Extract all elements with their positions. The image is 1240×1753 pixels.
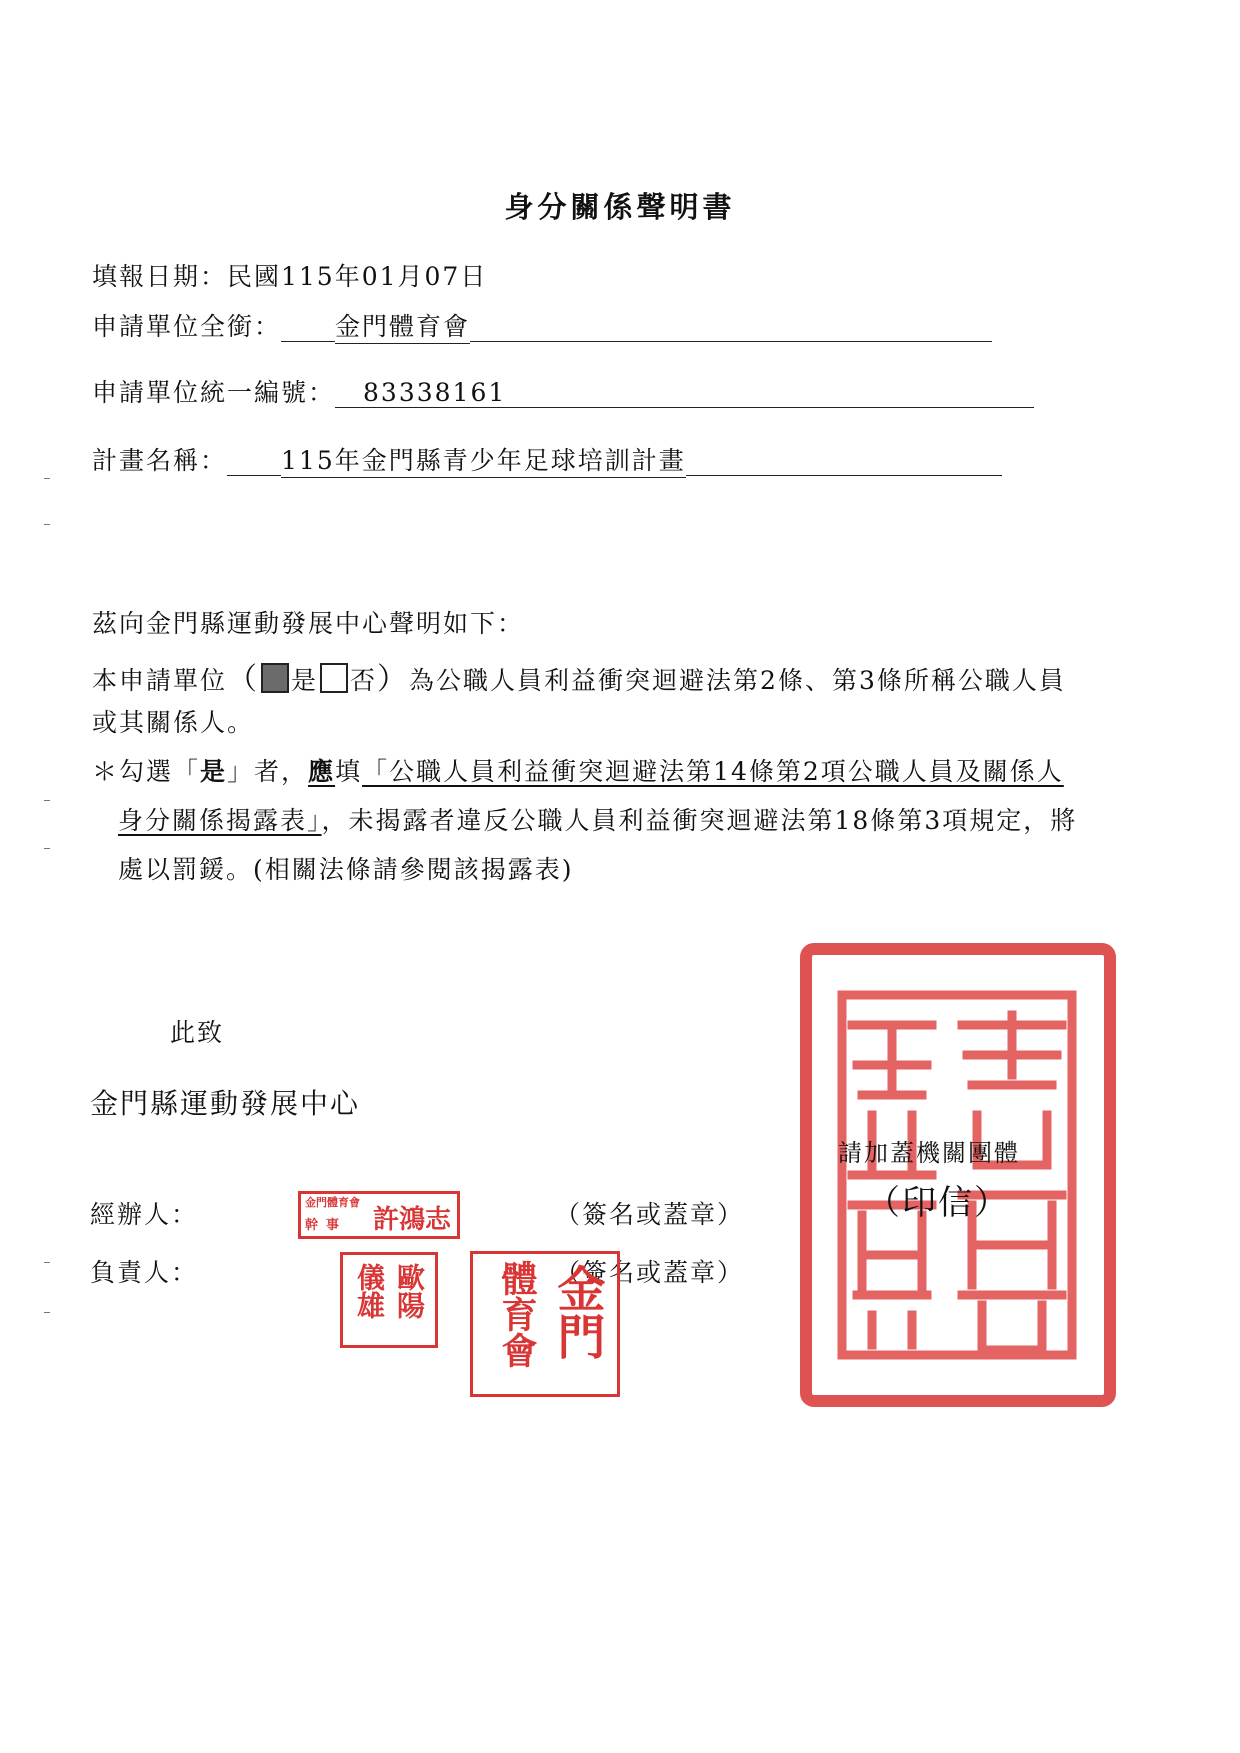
underline: [335, 378, 363, 408]
underline: [227, 446, 281, 476]
responsible-stamp: [340, 1252, 438, 1348]
note-mid: 」者，: [227, 757, 309, 786]
org-name-value: 金門體育會: [335, 307, 470, 344]
org-name-label: 申請單位全銜：: [92, 312, 282, 341]
handler-sign-note: （簽名或蓋章）: [555, 1200, 745, 1229]
responsible-stamp-col2: 儀雄: [353, 1263, 386, 1319]
margin-mark: [44, 478, 50, 479]
handler-label: 經辦人：: [90, 1200, 199, 1229]
note-yes: 是: [200, 757, 228, 786]
note-fill: 填: [335, 757, 363, 786]
note-line-2: [118, 801, 1077, 837]
margin-mark: [44, 1312, 50, 1313]
responsible-sign-note: （簽名或蓋章）: [555, 1258, 745, 1287]
no-checkbox[interactable]: [320, 663, 348, 693]
salutation: 此致: [170, 1018, 225, 1047]
org-id-value: 83338161: [363, 378, 507, 407]
org-id-label: 申請單位統一編號：: [92, 378, 336, 407]
declaration-suffix: 為公職人員利益衝突迴避法第2條、第3條所稱公職人員: [409, 666, 1066, 695]
underline: [506, 378, 1034, 408]
handler-stamp-org: 金門體育會: [305, 1196, 360, 1209]
note-prefix: ＊勾選「: [92, 757, 201, 786]
note-must: 應: [308, 757, 336, 786]
declaration-prefix: 本申請單位: [92, 666, 228, 695]
handler-stamp-role: 幹事: [305, 1218, 348, 1233]
plan-row: [92, 441, 1002, 478]
underline: [686, 446, 1002, 476]
yes-option-label: 是: [291, 666, 319, 695]
margin-mark: [44, 800, 50, 801]
margin-mark: [44, 848, 50, 849]
note-rest: ，未揭露者違反公職人員利益衝突迴避法第18條第3項規定，將: [321, 806, 1078, 835]
document-title: 身分關係聲明書: [504, 190, 736, 224]
responsible-label: 負責人：: [90, 1258, 199, 1287]
association-stamp: [470, 1251, 620, 1397]
note-form-part2: 身分關係揭露表」: [118, 806, 322, 835]
org-name-row: [92, 307, 992, 344]
note-line-3: 處以罰鍰。(相關法條請參閱該揭露表): [118, 855, 574, 884]
note-line-1: [92, 752, 1064, 788]
declaration-line-2: 或其關係人。: [92, 708, 255, 737]
plan-value: 115年金門縣青少年足球培訓計畫: [281, 441, 686, 478]
seal-instruction: 請加蓋機關團體: [838, 1139, 1020, 1167]
yes-checkbox[interactable]: [261, 663, 289, 693]
margin-mark: [44, 1262, 50, 1263]
association-stamp-col2: 體育會: [496, 1260, 538, 1368]
recipient: 金門縣運動發展中心: [90, 1087, 361, 1120]
underline: [470, 312, 992, 342]
open-paren: （: [227, 662, 260, 697]
note-form-part1: 「公職人員利益衝突迴避法第14條第2項公職人員及關係人: [362, 757, 1064, 786]
close-paren: ）: [377, 662, 410, 697]
handler-stamp: [298, 1191, 460, 1239]
seal-mark: （印信）: [866, 1183, 1010, 1223]
declaration-intro: 茲向金門縣運動發展中心聲明如下：: [92, 609, 525, 638]
margin-mark: [44, 524, 50, 525]
association-stamp-col1: 金門: [549, 1264, 605, 1360]
no-option-label: 否: [350, 666, 378, 695]
report-date: 填報日期：民國115年01月07日: [92, 262, 488, 291]
plan-label: 計畫名稱：: [92, 446, 228, 475]
responsible-stamp-col1: 歐陽: [393, 1263, 426, 1319]
org-id-row: [92, 373, 1034, 409]
declaration-line-1: [92, 654, 1066, 698]
underline: [281, 312, 335, 342]
handler-stamp-name: 許鴻志: [373, 1205, 452, 1235]
